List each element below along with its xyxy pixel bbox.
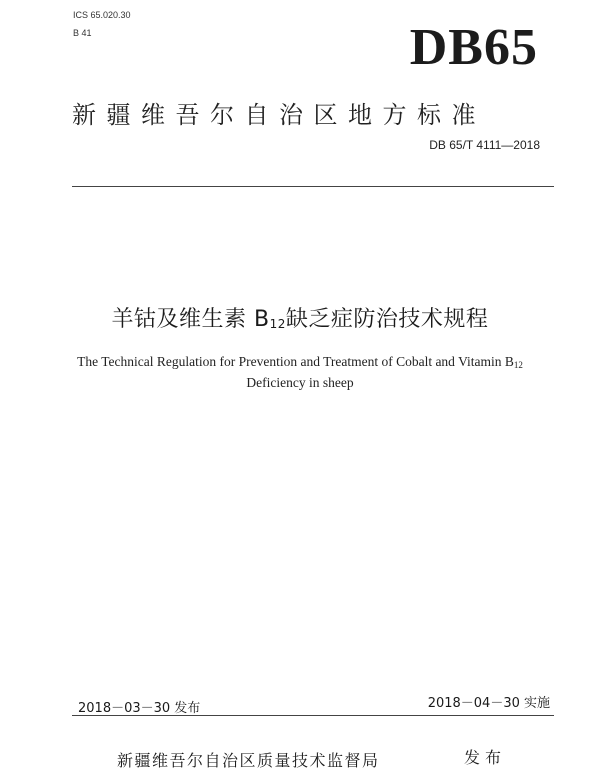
english-title-subscript: 12: [513, 360, 523, 370]
chinese-title: [0, 302, 600, 333]
ics-code: ICS 65.020.30: [73, 10, 131, 20]
chinese-title-part2: 缺乏症防治技术规程: [285, 307, 489, 332]
english-title-line2: Deficiency in sheep: [246, 375, 354, 390]
chinese-title-subscript: 12: [269, 317, 286, 331]
english-title-line1: [0, 354, 600, 370]
standard-number: DB 65/T 4111—2018: [429, 138, 540, 152]
ccs-code: B 41: [73, 28, 92, 38]
issue-label: 发布: [464, 748, 507, 767]
issuing-authority: 新疆维吾尔自治区质量技术监督局: [117, 751, 380, 770]
standard-logo: DB65: [409, 19, 538, 76]
english-title-line1-text: The Technical Regulation for Prevention and Treatment of Cobalt and Vitamin B: [77, 354, 514, 369]
implement-date: 2018－04－30 实施: [427, 696, 550, 711]
standard-type-heading: 新疆维吾尔自治区地方标准: [72, 101, 486, 129]
publish-date: 2018－03－30 发布: [78, 701, 201, 716]
header-divider: [72, 186, 554, 187]
chinese-title-part1: 羊钴及维生素 B: [111, 307, 270, 332]
footer-divider: [72, 715, 554, 716]
